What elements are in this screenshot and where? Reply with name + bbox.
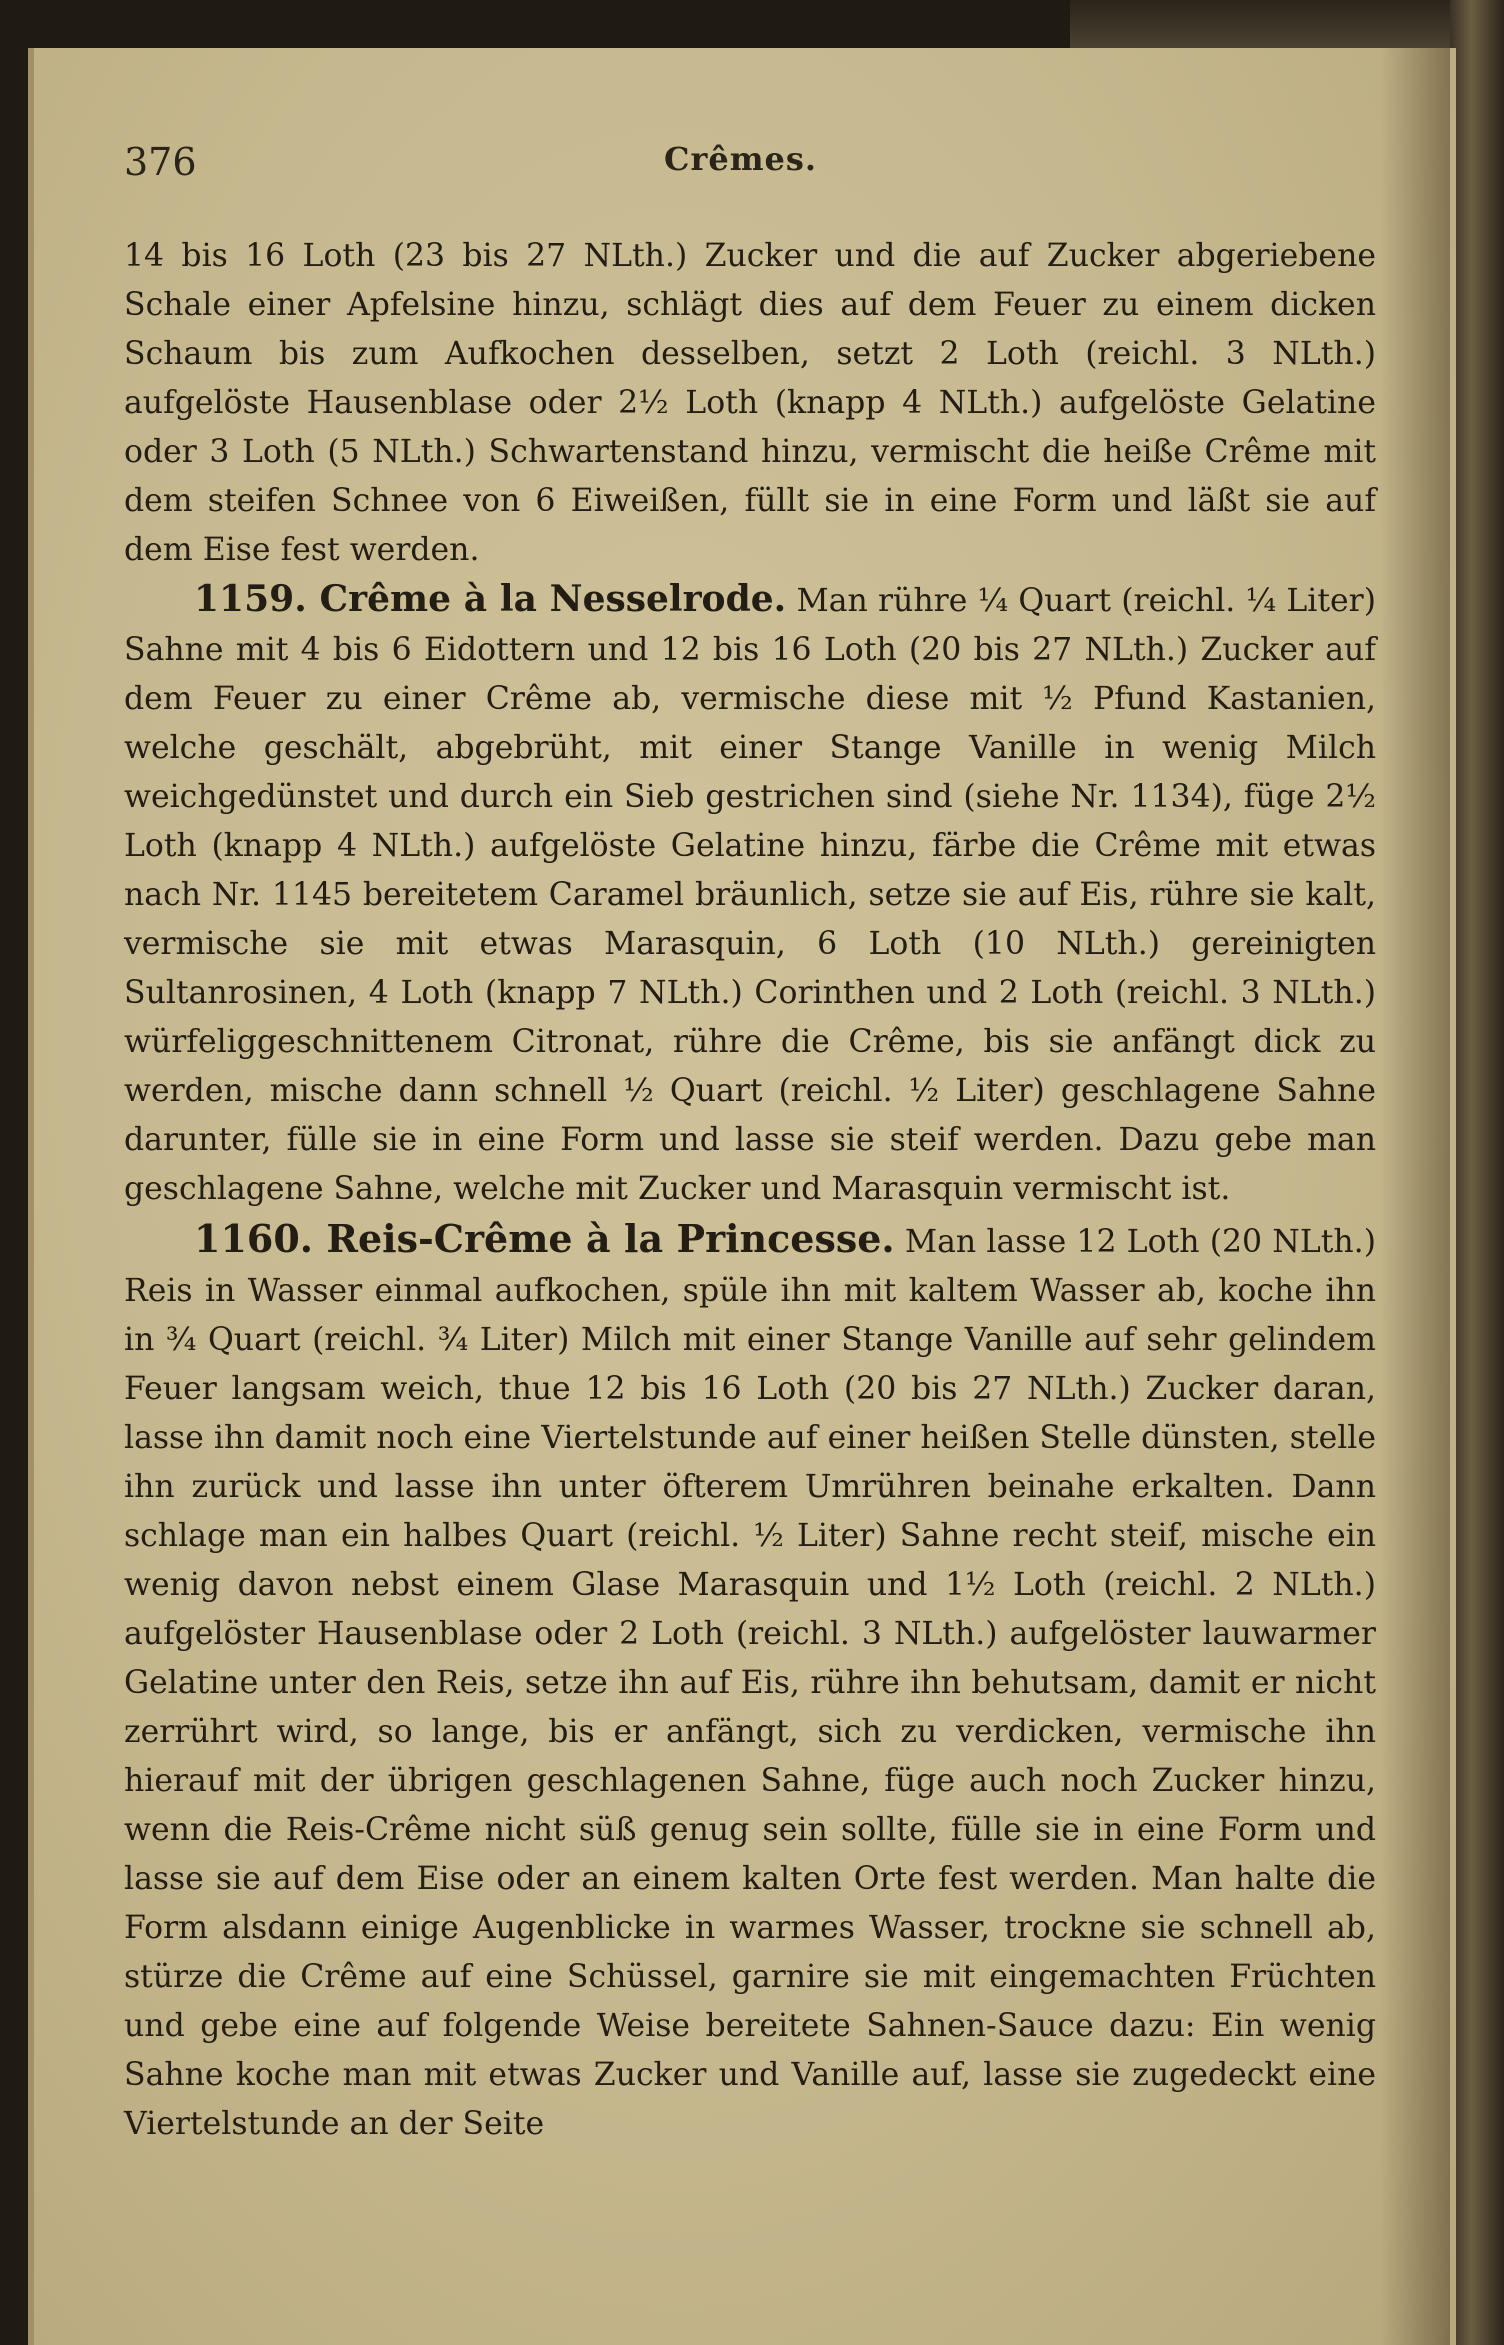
recipe-1159 [124,575,1376,1214]
recipe-1160-heading: 1160. Reis-Crême à la Princesse. [194,1216,895,1261]
recipe-1159-text: Man rühre ¼ Quart (reichl. ¼ Liter) Sahne mit 4 bis 6 Eidottern und 12 bis 16 Loth (20 bis 27 NLth.) Zucker auf dem Feuer zu einer Crême ab, vermische diese mit ½ Pfund Kastanien, welche geschält, abgebrüht, mit einer Stange Vanille in wenig Milch weichgedünstet und durch ein Sieb gestrichen sind (siehe Nr. 1134), füge 2½ Loth (knapp 4 NLth.) aufgelöste Gelatine hinzu, färbe die Crême mit etwas nach Nr. 1145 bereitetem Caramel bräunlich, setze sie auf Eis, rühre sie kalt, vermische sie mit etwas Marasquin, 6 Loth (10 NLth.) gereinigten Sultanrosinen, 4 Loth (knapp 7 NLth.) Corinthen und 2 Loth (reichl. 3 NLth.) würfeliggeschnittenem Citronat, rühre die Crême, bis sie anfängt dick zu werden, mische dann schnell ½ Quart (reichl. ½ Liter) geschlagene Sahne darunter, fülle sie in eine Form und lasse sie steif werden. Dazu gebe man geschlagene Sahne, welche mit Zucker und Marasquin vermischt ist. [124,583,1376,1207]
book-spine [1450,0,1504,2345]
header-title: Crêmes. [664,140,818,178]
recipe-1160 [124,1214,1376,2149]
gutter-shadow [1380,48,1450,2345]
recipe-1159-heading: 1159. Crême à la Nesselrode. [194,578,787,620]
body-text [124,232,1376,2149]
dark-background-strip [1070,0,1450,48]
page-number: 376 [124,140,197,184]
continuation-paragraph: 14 bis 16 Loth (23 bis 27 NLth.) Zucker und die auf Zucker abgeriebene Schale einer Apfelsine hinzu, schlägt dies auf dem Feuer zu einem dicken Schaum bis zum Aufkochen desselben, setzt 2 Loth (reichl. 3 NLth.) aufgelöste Hausenblase oder 2½ Loth (knapp 4 NLth.) aufgelöste Gelatine oder 3 Loth (5 NLth.) Schwartenstand hinzu, vermischt die heiße Crême mit dem steifen Schnee von 6 Eiweißen, füllt sie in eine Form und läßt sie auf dem Eise fest werden. [124,238,1376,568]
recipe-1160-text: Man lasse 12 Loth (20 NLth.) Reis in Wasser einmal aufkochen, spüle ihn mit kaltem Wasser ab, koche ihn in ¾ Quart (reichl. ¾ Liter) Milch mit einer Stange Vanille auf sehr gelindem Feuer langsam weich, thue 12 bis 16 Loth (20 bis 27 NLth.) Zucker daran, lasse ihn damit noch eine Viertelstunde auf einer heißen Stelle dünsten, stelle ihn zurück und lasse ihn unter öfterem Umrühren beinahe erkalten. Dann schlage man ein halbes Quart (reichl. ½ Liter) Sahne recht steif, mische ein wenig davon nebst einem Glase Marasquin und 1½ Loth (reichl. 2 NLth.) aufgelöster Hausenblase oder 2 Loth (reichl. 3 NLth.) aufgelöster lauwarmer Gelatine unter den Reis, setze ihn auf Eis, rühre ihn behutsam, damit er nicht zerrührt wird, so lange, bis er anfängt, sich zu verdicken, vermische ihn hierauf mit der übrigen geschlagenen Sahne, füge auch noch Zucker hinzu, wenn die Reis-Crême nicht süß genug sein sollte, fülle sie in eine Form und lasse sie auf dem Eise oder an einem kalten Orte fest werden. Man halte die Form alsdann einige Augenblicke in warmes Wasser, trockne sie schnell ab, stürze die Crême auf eine Schüssel, garnire sie mit eingemachten Früchten und gebe eine auf folgende Weise bereitete Sahnen-Sauce dazu: Ein wenig Sahne koche man mit etwas Zucker und Vanille auf, lasse sie zugedeckt eine Viertelstunde an der Seite [124,1224,1376,2142]
running-head [124,140,1364,200]
